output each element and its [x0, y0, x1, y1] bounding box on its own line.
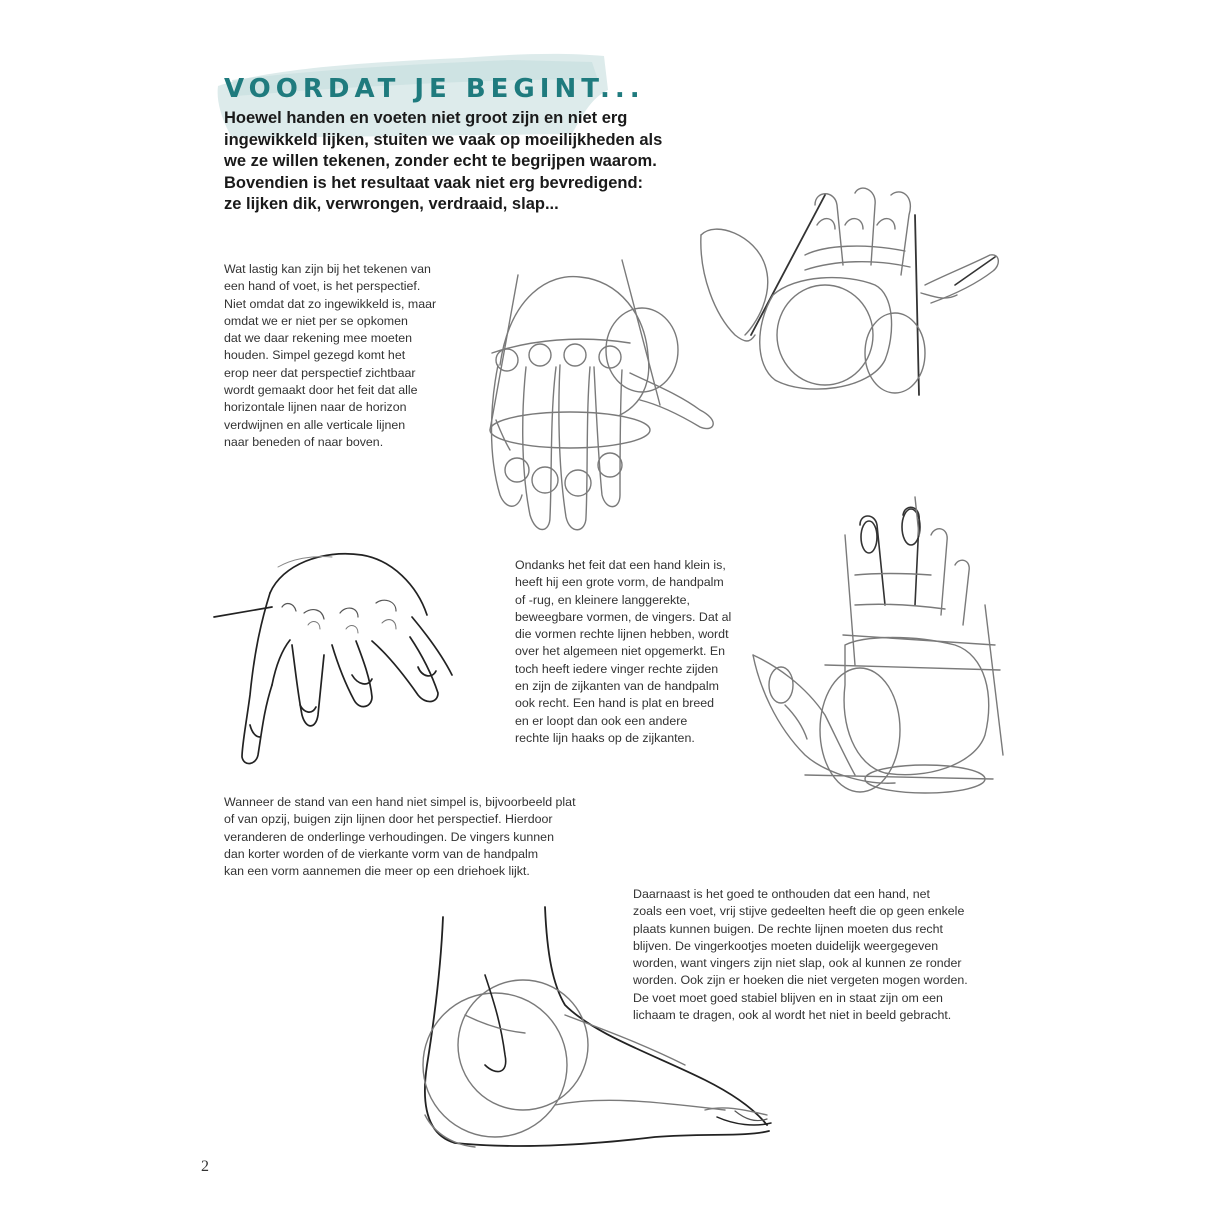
- page-number: 2: [201, 1158, 209, 1175]
- text-line: De voet moet goed stabiel blijven en in staat zijn om een: [633, 990, 943, 1005]
- shapes-paragraph: [515, 557, 731, 747]
- text-line: of van opzij, buigen zijn lijnen door het perspectief. Hierdoor: [224, 812, 553, 827]
- text-line: Niet omdat dat zo ingewikkeld is, maar: [224, 296, 437, 311]
- perspective-paragraph: [224, 261, 436, 451]
- text-line: over het algemeen niet opgemerkt. En: [515, 644, 726, 659]
- text-line: kan een vorm aannemen die meer op een driehoek lijkt.: [224, 864, 530, 879]
- text-line: lichaam te dragen, ook al wordt het niet in beeld gebracht.: [633, 1008, 952, 1023]
- text-line: naar beneden of naar boven.: [224, 434, 384, 449]
- intro-line: ze lijken dik, verwrongen, verdraaid, slap...: [224, 195, 559, 213]
- text-line: plaats kunnen buigen. De rechte lijnen moeten dus recht: [633, 921, 943, 936]
- text-line: houden. Simpel gezegd komt het: [224, 348, 406, 363]
- position-paragraph: [224, 794, 576, 880]
- text-line: wordt gemaakt door het feit dat alle: [224, 383, 418, 398]
- intro-line: Bovendien is het resultaat vaak niet erg bevredigend:: [224, 173, 644, 192]
- palm-structure-sketch: [695, 185, 1005, 400]
- text-line: heeft hij een grote vorm, de handpalm: [515, 575, 724, 590]
- text-line: Daarnaast is het goed te onthouden dat een hand, net: [633, 887, 930, 901]
- text-line: een hand of voet, is het perspectief.: [224, 279, 421, 294]
- text-line: dat we daar rekening mee moeten: [224, 331, 413, 346]
- text-line: rechte lijn haaks op de zijkanten.: [515, 730, 695, 745]
- page-heading: VOORDAT JE BEGINT...: [224, 74, 645, 104]
- text-line: blijven. De vingerkootjes moeten duidelijk weergegeven: [633, 938, 939, 953]
- intro-text: [224, 108, 663, 216]
- text-line: of -rug, en kleinere langgerekte,: [515, 592, 690, 607]
- text-line: beweegbare vormen, de vingers. Dat al: [515, 609, 732, 624]
- text-line: worden, want vingers zijn niet slap, ook al kunnen ze ronder: [633, 956, 962, 971]
- intro-line: ingewikkeld lijken, stuiten we vaak op moeilijkheden als: [224, 130, 663, 149]
- text-line: Ondanks het feit dat een hand klein is,: [515, 558, 726, 572]
- text-line: zoals een voet, vrij stijve gedeelten heeft die op geen enkele: [633, 904, 965, 919]
- intro-line: Hoewel handen en voeten niet groot zijn en niet erg: [224, 109, 628, 127]
- text-line: worden. Ook zijn er hoeken die niet vergeten mogen worden.: [633, 973, 968, 988]
- text-line: ook recht. Een hand is plat en breed: [515, 696, 715, 711]
- text-line: Wat lastig kan zijn bij het tekenen van: [224, 262, 431, 276]
- foot-sketch: [405, 905, 790, 1155]
- intro-line: we ze willen tekenen, zonder echt te begrijpen waarom.: [224, 152, 657, 170]
- text-line: veranderen de onderlinge verhoudingen. De vingers kunnen: [224, 829, 554, 844]
- text-line: erop neer dat perspectief zichtbaar: [224, 365, 416, 380]
- text-line: verdwijnen en alle verticale lijnen: [224, 417, 406, 432]
- text-line: en zijn de zijkanten van de handpalm: [515, 679, 719, 694]
- text-line: die vormen rechte lijnen hebben, wordt: [515, 627, 729, 642]
- text-line: omdat we er niet per se opkomen: [224, 313, 408, 328]
- text-line: toch heeft iedere vinger rechte zijden: [515, 661, 719, 676]
- text-line: en er loopt dan ook een andere: [515, 713, 688, 728]
- text-line: dan korter worden of de vierkante vorm van de handpalm: [224, 846, 539, 861]
- text-line: horizontale lijnen naar de horizon: [224, 400, 407, 415]
- hand-back-construction-sketch: [745, 495, 1025, 795]
- text-line: Wanneer de stand van een hand niet simpel is, bijvoorbeeld plat: [224, 795, 576, 809]
- inked-hand-sketch: [212, 545, 472, 770]
